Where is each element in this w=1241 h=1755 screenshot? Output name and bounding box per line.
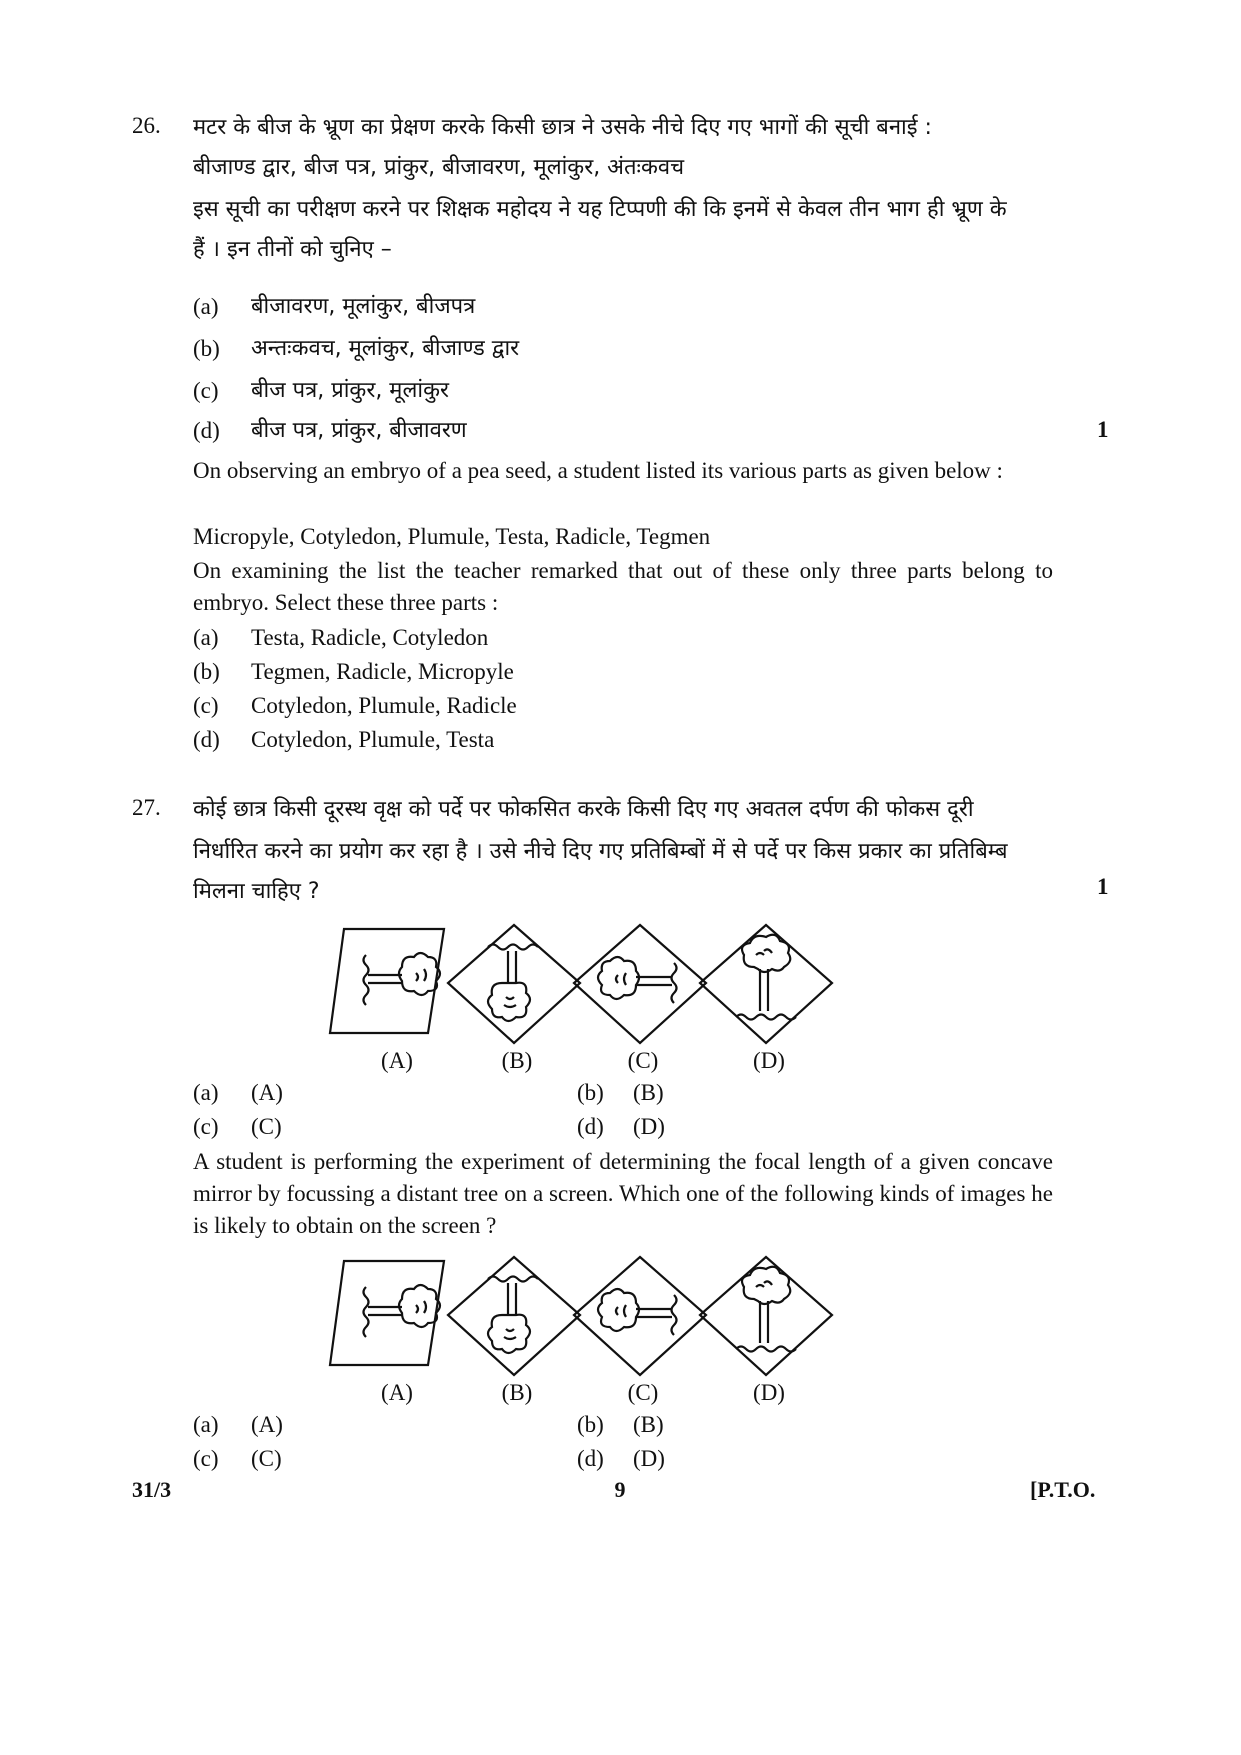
q26-hindi-line-4: हैं । इन तीनों को चुनिए – — [193, 237, 392, 262]
image-d-upright-tree — [700, 925, 832, 1043]
caption-d: (D) — [753, 1048, 785, 1073]
q27-option-b — [577, 1077, 877, 1111]
image-b-inverted-tree — [448, 925, 580, 1043]
page-number: 9 — [614, 1477, 626, 1502]
image-options-figure — [330, 1257, 870, 1377]
option-label: (d) — [193, 727, 220, 752]
q26-english-option-c — [193, 690, 1093, 724]
option-label: (d) — [193, 418, 220, 443]
image-c-sideways-tree — [574, 925, 706, 1043]
option-label: (b) — [193, 659, 220, 684]
image-b-inverted-tree — [448, 1257, 580, 1375]
caption-c: (C) — [627, 1048, 659, 1073]
option-label: (c) — [193, 693, 219, 718]
option-text: (C) — [251, 1114, 282, 1139]
option-label: (a) — [193, 1412, 219, 1437]
option-text: Cotyledon, Plumule, Radicle — [251, 693, 517, 718]
caption-b: (B) — [501, 1380, 533, 1405]
option-label: (c) — [193, 1446, 219, 1471]
caption-b: (B) — [501, 1048, 533, 1073]
option-label: (a) — [193, 625, 219, 650]
option-text: बीजावरण, मूलांकुर, बीजपत्र — [251, 294, 476, 319]
q26-english-para-1: On observing an embryo of a pea seed, a student listed its various parts as given below : — [193, 458, 1003, 483]
image-a-lateral-inverted-tree — [330, 1261, 444, 1365]
image-options-figure — [330, 925, 870, 1045]
option-label: (b) — [577, 1412, 604, 1437]
q27-english-para: A student is performing the experiment of determining the focal length of a given concave mirror by focussing a distant tree on a screen. Which one of the following kinds of images he is likely to obtain on the screen ? — [193, 1149, 1053, 1238]
option-text: (D) — [633, 1114, 665, 1139]
option-text: (D) — [633, 1446, 665, 1471]
option-text: Testa, Radicle, Cotyledon — [251, 625, 489, 650]
question-number: 26. — [132, 113, 161, 138]
option-text: Cotyledon, Plumule, Testa — [251, 727, 495, 752]
q27-option-b — [577, 1409, 877, 1443]
option-label: (d) — [577, 1114, 604, 1139]
q27-hindi-line-1: कोई छात्र किसी दूरस्थ वृक्ष को पर्दे पर फोकसित करके किसी दिए गए अवतल दर्पण की फोकस दूरी — [193, 797, 974, 822]
q27-option-d — [577, 1443, 877, 1477]
option-label: (d) — [577, 1446, 604, 1471]
option-text: (A) — [251, 1412, 283, 1437]
option-text: Tegmen, Radicle, Micropyle — [251, 659, 514, 684]
question-number: 27. — [132, 795, 161, 820]
option-text: (C) — [251, 1446, 282, 1471]
caption-c: (C) — [627, 1380, 659, 1405]
q26-hindi-option-b — [193, 329, 1093, 363]
image-a-lateral-inverted-tree — [330, 929, 444, 1033]
image-c-sideways-tree — [574, 1257, 706, 1375]
caption-d: (D) — [753, 1380, 785, 1405]
q26-marks: 1 — [1097, 417, 1109, 442]
option-text: अन्तःकवच, मूलांकुर, बीजाण्ड द्वार — [251, 336, 520, 361]
q26-english-option-d — [193, 724, 1093, 758]
q27-figure-set-english — [0, 1257, 1241, 1407]
q26-english-option-b — [193, 656, 1093, 690]
caption-a: (A) — [381, 1380, 413, 1405]
q26-english-option-a — [193, 622, 1093, 656]
option-text: बीज पत्र, प्रांकुर, मूलांकुर — [251, 378, 449, 403]
q27-figure-set-hindi — [0, 925, 1241, 1075]
q27-hindi-line-2: निर्धारित करने का प्रयोग कर रहा है । उसे नीचे दिए गए प्रतिबिम्बों में से पर्दे पर किस प्रकार का प्रतिबिम्ब — [193, 839, 1008, 864]
option-text: (B) — [633, 1080, 664, 1105]
q26-english-para-2: On examining the list the teacher remarked that out of these only three parts belong to embryo. Select these three parts : — [193, 558, 1053, 615]
paper-code: 31/3 — [132, 1477, 172, 1502]
q26-hindi-option-a — [193, 287, 1093, 321]
image-d-upright-tree — [700, 1257, 832, 1375]
q26-hindi-option-d — [193, 411, 1093, 445]
q27-hindi-line-3: मिलना चाहिए ? — [193, 879, 320, 904]
option-label: (b) — [577, 1080, 604, 1105]
q26-hindi-line-3: इस सूची का परीक्षण करने पर शिक्षक महोदय ने यह टिप्पणी की कि इनमें से केवल तीन भाग ही भ्रूण के — [193, 197, 1007, 222]
option-text: (A) — [251, 1080, 283, 1105]
q26-hindi-line-1: मटर के बीज के भ्रूण का प्रेक्षण करके किसी छात्र ने उसके नीचे दिए गए भागों की सूची बनाई : — [193, 115, 932, 140]
option-text: (B) — [633, 1412, 664, 1437]
pto-label: [P.T.O. — [1030, 1477, 1096, 1502]
q27-marks: 1 — [1097, 874, 1109, 899]
q26-hindi-option-c — [193, 371, 1093, 405]
option-label: (a) — [193, 1080, 219, 1105]
option-label: (c) — [193, 1114, 219, 1139]
option-label: (b) — [193, 336, 220, 361]
option-label: (c) — [193, 378, 219, 403]
option-text: बीज पत्र, प्रांकुर, बीजावरण — [251, 418, 467, 443]
q26-english-list: Micropyle, Cotyledon, Plumule, Testa, Radicle, Tegmen — [193, 524, 711, 549]
q27-option-d — [577, 1111, 877, 1145]
caption-a: (A) — [381, 1048, 413, 1073]
q26-hindi-line-2: बीजाण्ड द्वार, बीज पत्र, प्रांकुर, बीजावरण, मूलांकुर, अंतःकवच — [193, 155, 685, 180]
option-label: (a) — [193, 294, 219, 319]
